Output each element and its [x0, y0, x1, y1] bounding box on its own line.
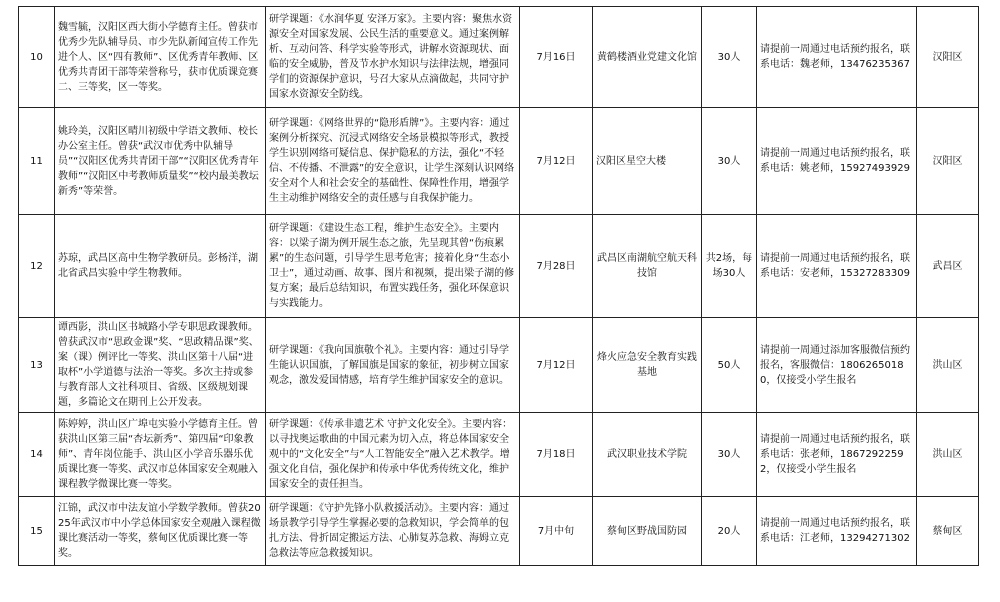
- booking-info: 请提前一周通过添加客服微信预约报名，客服微信：18062650180，仅接受小学生报名: [757, 318, 917, 413]
- course-date: 7月28日: [520, 215, 593, 318]
- course-capacity: 30人: [702, 413, 757, 497]
- course-date: 7月16日: [520, 7, 593, 108]
- district: 洪山区: [917, 318, 979, 413]
- course-topic: 研学课题：《水润华夏 安泽万家》。主要内容：聚焦水资源安全对国家发展、公民生活的重要意义。通过案例解析、互动问答、科学实验等形式，讲解水资源现状、面临的安全威胁，普及节水护水知识与法律法规，增强同学们的资源保护意识，号召大家从点滴做起，共同守护国家水资源安全防线。: [266, 7, 520, 108]
- teacher-bio: 姚玲美，汉阳区晴川初级中学语文教师、校长办公室主任。曾获“武汉市优秀中队辅导员”“汉阳区优秀共青团干部”“汉阳区优秀青年教师”“汉阳区中考教师质量奖”“校内最美教坛新秀”等荣誉。: [55, 108, 266, 215]
- table-row: [19, 7, 979, 108]
- teacher-bio: 陈婷婷，洪山区广埠屯实验小学德育主任。曾获洪山区第三届“杏坛新秀”、第四届“印象教师”、青年岗位能手、洪山区小学音乐器乐优质课比赛一等奖、武汉市总体国家安全观融入课程教学微课比赛一等奖。: [55, 413, 266, 497]
- district: 武昌区: [917, 215, 979, 318]
- teacher-bio: 苏琼，武昌区高中生物学教研员。彭杨洋，湖北省武昌实验中学生物教师。: [55, 215, 266, 318]
- course-date: 7月12日: [520, 318, 593, 413]
- teacher-bio: 江锦，武汉市中法友谊小学数学教师。曾获2025年武汉市中小学总体国家安全观融入课程微课比赛活动一等奖，蔡甸区优质课比赛一等奖。: [55, 497, 266, 566]
- table-row: [19, 413, 979, 497]
- course-venue: 武汉职业技术学院: [593, 413, 702, 497]
- row-number: 10: [19, 7, 55, 108]
- course-topic: 研学课题：《守护先锋小队救援活动》。主要内容：通过场景教学引导学生掌握必要的急救知识，学会简单的包扎方法、骨折固定搬运方法、心肺复苏急救、海姆立克急救法等应急救援知识。: [266, 497, 520, 566]
- course-capacity: 30人: [702, 108, 757, 215]
- table-row: [19, 497, 979, 566]
- course-venue: 黄鹤楼酒业党建文化馆: [593, 7, 702, 108]
- course-venue: 蔡甸区野战国防园: [593, 497, 702, 566]
- course-capacity: 20人: [702, 497, 757, 566]
- row-number: 15: [19, 497, 55, 566]
- course-topic: 研学课题：《传承非遗艺术 守护文化安全》。主要内容：以寻找奥运歌曲的中国元素为切入点，将总体国家安全观中的“文化安全”与“人工智能安全”融入艺术教学。增强文化自信，强化保护和传承中华优秀传统文化，维护国家安全的责任担当。: [266, 413, 520, 497]
- row-number: 14: [19, 413, 55, 497]
- course-capacity: 50人: [702, 318, 757, 413]
- row-number: 13: [19, 318, 55, 413]
- course-schedule-table-wrapper: [18, 6, 979, 566]
- course-venue: 烽火应急安全教育实践基地: [593, 318, 702, 413]
- booking-info: 请提前一周通过电话预约报名，联系电话：江老师，13294271302: [757, 497, 917, 566]
- booking-info: 请提前一周通过电话预约报名，联系电话：张老师，18672922592，仅接受小学生报名: [757, 413, 917, 497]
- district: 蔡甸区: [917, 497, 979, 566]
- course-capacity: 30人: [702, 7, 757, 108]
- teacher-bio: 魏雪毓，汉阳区西大街小学德育主任。曾获市优秀少先队辅导员、市少先队新闻宣传工作先进个人、区“四有教师”、区优秀青年教师、区优秀共青团干部等荣誉称号，获市优质课竞赛二、三等奖，区一等奖。: [55, 7, 266, 108]
- booking-info: 请提前一周通过电话预约报名，联系电话：魏老师，13476235367: [757, 7, 917, 108]
- table-row: [19, 215, 979, 318]
- booking-info: 请提前一周通过电话预约报名，联系电话：安老师，15327283309: [757, 215, 917, 318]
- course-topic: 研学课题：《建设生态工程，维护生态安全》。主要内容：以梁子湖为例开展生态之旅，先呈现其曾“伤痕累累”的生态问题，引导学生思考危害；接着化身“生态小卫士”，通过动画、故事、图片和视频，提出梁子湖的修复方案；最后总结知识，布置实践任务，强化环保意识与实践能力。: [266, 215, 520, 318]
- row-number: 11: [19, 108, 55, 215]
- table-row: [19, 318, 979, 413]
- booking-info: 请提前一周通过电话预约报名，联系电话：姚老师，15927493929: [757, 108, 917, 215]
- course-topic: 研学课题：《我向国旗敬个礼》。主要内容：通过引导学生能认识国旗，了解国旗是国家的象征，初步树立国家观念，激发爱国情感，培育学生维护国家安全的意识。: [266, 318, 520, 413]
- teacher-bio: 谭西影，洪山区书城路小学专职思政课教师。曾获武汉市“思政金课”奖、“思政精品课”奖、案（课）例评比一等奖、洪山区第十八届“进取杯”小学道德与法治一等奖。多次主持或参与教育部人文社科项目、省级、区级规划课题，多篇论文在期刊上公开发表。: [55, 318, 266, 413]
- course-capacity: 共2场，每场30人: [702, 215, 757, 318]
- course-topic: 研学课题：《网络世界的“隐形盾牌”》。主要内容：通过案例分析探究、沉浸式网络安全场景模拟等形式，教授学生识别网络可疑信息、保护隐私的方法，强化“不轻信、不传播、不泄露”的安全意识，让学生深刻认识网络安全对个人和社会安全的基础性、保障性作用，增强学生主动维护网络安全的责任感与自我保护能力。: [266, 108, 520, 215]
- district: 洪山区: [917, 413, 979, 497]
- row-number: 12: [19, 215, 55, 318]
- course-schedule-table: [18, 6, 979, 566]
- course-venue: 武昌区南湖航空航天科技馆: [593, 215, 702, 318]
- table-row: [19, 108, 979, 215]
- course-date: 7月中旬: [520, 497, 593, 566]
- district: 汉阳区: [917, 108, 979, 215]
- district: 汉阳区: [917, 7, 979, 108]
- course-date: 7月18日: [520, 413, 593, 497]
- course-venue: 汉阳区星空大楼: [593, 108, 702, 215]
- course-date: 7月12日: [520, 108, 593, 215]
